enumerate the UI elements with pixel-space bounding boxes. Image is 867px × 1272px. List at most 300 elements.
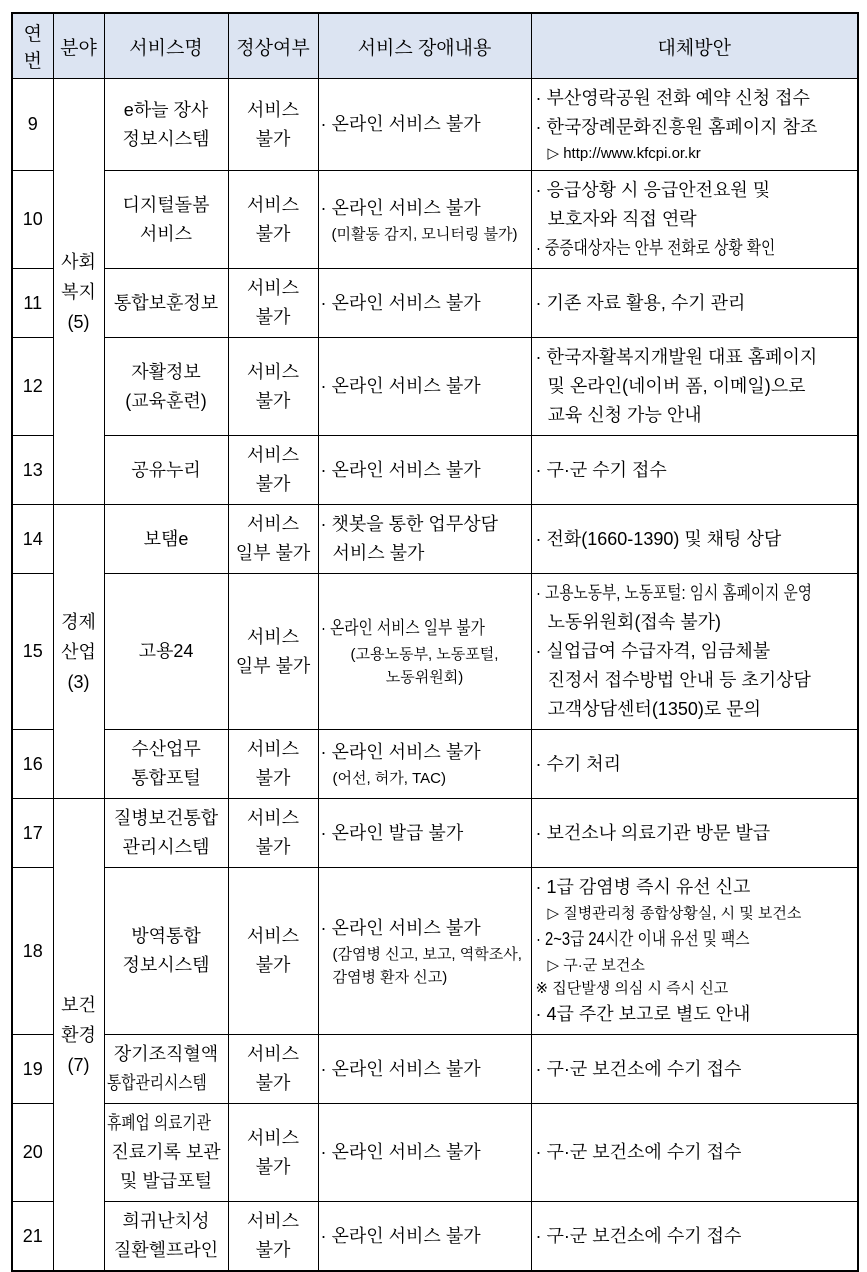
table-header-row [12,13,858,79]
text-line [321,1055,529,1084]
text-line [536,113,856,142]
alternative-cell [531,505,858,574]
text-line-content: 질병보건통합 [113,808,219,828]
text-line-content: 통합보훈정보 [113,292,219,313]
text-line [56,637,102,667]
text-line-content: 불가 [255,1240,291,1260]
header-field: 분야 [53,13,104,79]
issue-cell [318,436,531,505]
text-line-content: · 구·군 수기 접수 [535,459,667,480]
text-line-content: 수산업무 [131,739,201,759]
text-line [536,579,856,608]
header-no: 연번 [12,13,53,79]
header-issue: 서비스 장애내용 [318,13,531,79]
text-line [15,819,51,848]
text-line [56,607,102,637]
text-line [536,954,856,977]
text-line-content: 14 [22,528,43,549]
text-line [15,1055,51,1084]
table-row [12,171,858,269]
alternative-cell [531,1202,858,1272]
text-line [15,525,51,554]
text-line [536,1055,856,1084]
text-line-content: 서비스 [246,808,300,828]
alternative-cell [531,574,858,730]
text-line-content: 불가 [255,1156,291,1177]
text-line-content: · 구·군 보건소에 수기 접수 [535,1225,742,1246]
text-line-content: (고용노동부, 노동포털, [350,646,499,663]
text-line-content: · 중증대상자는 안부 전화로 상황 확인 [535,238,775,258]
text-line-content: · 2~3급 24시간 이내 유선 및 팩스 [535,929,750,949]
text-line [536,977,856,1000]
issue-cell [318,868,531,1035]
text-line [321,539,529,568]
text-line [321,1222,529,1251]
row-number-cell [12,338,53,436]
text-line-content: 휴폐업 의료기관 [106,1113,211,1133]
service-name-cell [104,868,228,1035]
text-line-content: · 4급 주간 보고로 별도 안내 [535,1004,751,1024]
text-line-content: (3) [67,671,90,692]
alternative-cell [531,436,858,505]
issue-cell [318,1202,531,1272]
text-line-content: ※ 집단발생 의심 시 즉시 신고 [535,980,729,997]
text-line-content: 서비스 불가 [332,543,425,563]
text-line [231,623,316,652]
text-line [107,387,226,416]
text-line [231,220,316,249]
text-line-content: 일부 불가 [235,543,311,563]
text-line-content: · 구·군 보건소에 수기 접수 [535,1058,742,1079]
text-line [536,456,856,485]
row-number-cell [12,436,53,505]
table-row [12,1202,858,1272]
row-number-cell [12,171,53,269]
text-line-content: 보탬e [143,528,189,549]
alternative-cell [531,1035,858,1104]
text-line [107,833,226,862]
text-line-content: 불가 [255,955,291,975]
row-number-cell [12,799,53,868]
text-line-content: 보건 [61,994,96,1015]
text-line [15,1138,51,1167]
text-line [321,738,529,767]
text-line [231,1207,316,1236]
text-line-content: 노동위원회(접속 불가) [547,612,721,632]
text-line-content: · 온라인 서비스 불가 [320,917,481,938]
row-number-cell [12,574,53,730]
text-line-content: 진료기록 보관 [111,1142,221,1162]
text-line-content: 환경 [61,1024,96,1045]
text-line [107,764,226,793]
text-line [231,387,316,416]
service-name-cell [104,338,228,436]
text-line [231,539,316,568]
text-line [231,191,316,220]
status-cell [228,730,318,799]
text-line [15,637,51,666]
text-line [107,96,226,125]
text-line [231,922,316,951]
service-name-cell [104,79,228,171]
status-cell [228,338,318,436]
text-line-content: 서비스 [139,223,193,244]
text-line-content: 사회 [61,251,96,272]
text-line-content: 불가 [255,474,291,494]
service-name-cell [104,171,228,269]
issue-cell [318,799,531,868]
alternative-cell [531,730,858,799]
text-line-content: 19 [22,1058,43,1079]
text-line [231,735,316,764]
service-name-cell [104,574,228,730]
text-line [321,1138,529,1167]
table-row [12,799,858,868]
service-outage-table [11,12,859,1272]
text-line [56,277,102,307]
status-cell [228,505,318,574]
text-line [321,643,529,666]
text-line-content: · 온라인 서비스 불가 [320,1225,481,1246]
row-number-cell [12,505,53,574]
text-line [321,510,529,539]
text-line-content: 고객상담센터(1350)로 문의 [547,699,762,719]
text-line-content: · 응급상황 시 응급안전요원 및 [535,180,771,200]
text-line-content: 불가 [255,768,291,788]
text-line [231,652,316,681]
field-group-cell [53,505,104,799]
table-row [12,269,858,338]
text-line-content: 13 [22,459,43,480]
text-line [536,525,856,554]
text-line [231,274,316,303]
text-line-content: 서비스 [246,926,300,946]
text-line-content: 일부 불가 [235,655,311,676]
text-line-content: 11 [23,292,43,313]
text-line [536,401,856,430]
table-body [12,79,858,1272]
text-line-content: 서비스 [246,99,300,120]
issue-cell [318,79,531,171]
text-line-content: 18 [22,940,43,961]
text-line [321,456,529,485]
text-line [107,951,226,980]
text-line [536,666,856,695]
text-line-content: 서비스 [246,194,300,215]
text-line-content: 불가 [255,390,291,411]
text-line-content: 서비스 [246,1211,300,1231]
text-line [56,1020,102,1050]
alternative-cell [531,1104,858,1202]
text-line-content: 공유누리 [131,459,201,480]
text-line [536,695,856,724]
text-line [536,343,856,372]
text-line [536,289,856,318]
text-line-content: 12 [22,376,43,396]
text-line [15,205,51,234]
text-line [107,1207,226,1236]
text-line [536,637,856,666]
text-line-content: · 온라인 서비스 불가 [320,1142,481,1162]
text-line-content: · 온라인 서비스 불가 [320,1058,481,1079]
issue-cell [318,1104,531,1202]
header-service-name: 서비스명 [104,13,228,79]
text-line-content: · 온라인 서비스 불가 [320,114,481,134]
text-line [107,1138,226,1167]
text-line-content: 희귀난치성 [122,1211,210,1231]
text-line-content: 노동위원회) [385,669,464,686]
text-line [231,125,316,154]
status-cell [228,1104,318,1202]
alternative-cell [531,799,858,868]
issue-cell [318,1035,531,1104]
text-line-content: 자활정보 [131,361,201,382]
table-row [12,1104,858,1202]
text-line [15,1222,51,1251]
text-line-content: 불가 [255,1073,291,1093]
status-cell [228,436,318,505]
text-line-content: · 보건소나 의료기관 방문 발급 [535,822,771,843]
status-cell [228,799,318,868]
alternative-cell [531,868,858,1035]
alternative-cell [531,79,858,171]
text-line [536,819,856,848]
text-line [536,234,856,263]
text-line-content: ▷ 구·군 보건소 [547,957,645,974]
text-line [536,873,856,902]
text-line-content: 방역통합 [131,926,201,946]
text-line [107,1069,226,1098]
text-line-content: 서비스 [246,361,300,382]
text-line-content: (교육훈련) [125,390,207,411]
status-cell [228,269,318,338]
status-cell [228,1202,318,1272]
text-line-content: 서비스 [246,739,300,759]
text-line-content: 10 [22,209,43,229]
text-line-content: · 온라인 서비스 불가 [320,197,481,218]
row-number-cell [12,1202,53,1272]
text-line [107,191,226,220]
text-line [321,666,529,689]
text-line [107,125,226,154]
field-group-cell [53,799,104,1272]
text-line-content: 교육 신청 가능 안내 [547,405,702,425]
text-line [231,1040,316,1069]
row-number-cell [12,868,53,1035]
text-line [107,922,226,951]
status-cell [228,868,318,1035]
text-line [15,289,51,318]
text-line [107,220,226,249]
table-row [12,79,858,171]
text-line [231,358,316,387]
row-number-cell [12,730,53,799]
text-line-content: 불가 [255,128,291,149]
text-line-content: 질환헬프라인 [113,1240,219,1260]
text-line-content: 경제 [61,611,96,632]
text-line-content: 감염병 환자 신고) [332,968,448,986]
text-line [231,441,316,470]
text-line-content: 20 [22,1142,43,1162]
service-name-cell [104,1035,228,1104]
text-line-content: ▷ http://www.kfcpi.or.kr [547,145,701,162]
text-line-content: (7) [67,1054,90,1075]
alternative-cell [531,171,858,269]
service-name-cell [104,730,228,799]
alternative-cell [531,269,858,338]
text-line [536,750,856,779]
text-line-content: · 온라인 서비스 일부 불가 [320,618,485,638]
text-line [15,372,51,401]
text-line-content: · 온라인 서비스 불가 [320,292,481,313]
text-line [321,372,529,401]
text-line [15,456,51,485]
header-alternative: 대체방안 [531,13,858,79]
text-line [15,937,51,966]
table-row [12,1035,858,1104]
service-name-cell [104,436,228,505]
text-line [536,142,856,165]
text-line-content: 복지 [61,281,96,302]
status-cell [228,171,318,269]
text-line-content: 및 온라인(네이버 폼, 이메일)으로 [547,376,806,396]
text-line-content: 통합관리시스템 [106,1073,207,1093]
service-name-cell [104,1202,228,1272]
text-line-content: · 온라인 서비스 불가 [320,742,481,762]
text-line-content: · 실업급여 수급자격, 임금체불 [535,641,771,661]
text-line [231,833,316,862]
text-line [231,470,316,499]
text-line-content: · 챗봇을 통한 업무상담 [320,514,498,534]
text-line [536,608,856,637]
text-line-content: 진정서 접수방법 안내 등 초기상담 [547,670,811,690]
text-line [536,84,856,113]
text-line-content: 관리시스템 [122,837,210,857]
text-line [536,1138,856,1167]
text-line-content: 보호자와 직접 연락 [547,209,697,229]
service-name-cell [104,799,228,868]
text-line-content: · 구·군 보건소에 수기 접수 [535,1142,742,1162]
issue-cell [318,171,531,269]
text-line [231,96,316,125]
text-line [536,176,856,205]
row-number-cell [12,1035,53,1104]
text-line [536,902,856,925]
row-number-cell [12,79,53,171]
text-line [107,804,226,833]
text-line-content: 정보시스템 [122,955,210,975]
text-line-content: · 고용노동부, 노동포털: 임시 홈페이지 운영 [535,583,812,603]
text-line-content: 서비스 [246,626,300,647]
text-line [321,110,529,139]
text-line-content: · 한국자활복지개발원 대표 홈페이지 [535,347,818,367]
status-cell [228,574,318,730]
text-line-content: 15 [22,641,43,661]
text-line-content: · 온라인 발급 불가 [320,822,464,843]
text-line-content: e하늘 장사 [123,99,209,120]
issue-cell [318,338,531,436]
text-line [321,194,529,223]
text-line [107,1040,226,1069]
service-name-cell [104,269,228,338]
text-line [107,1167,226,1196]
table-row [12,868,858,1035]
text-line [56,667,102,697]
text-line [536,1222,856,1251]
text-line-content: 서비스 [246,1044,300,1064]
text-line-content: 16 [22,753,43,774]
text-line [231,510,316,539]
text-line-content: 9 [27,114,38,134]
text-line [231,1236,316,1265]
text-line [107,1109,226,1138]
text-line-content: ▷ 질병관리청 종합상황실, 시 및 보건소 [547,905,802,922]
text-line [321,966,529,989]
row-number-cell [12,269,53,338]
text-line [107,735,226,764]
text-line-content: · 한국장례문화진흥원 홈페이지 참조 [535,117,818,137]
text-line-content: 및 발급포털 [120,1171,212,1191]
header-status: 정상여부 [228,13,318,79]
text-line [231,764,316,793]
text-line-content: 서비스 [246,1127,300,1148]
text-line [107,358,226,387]
service-name-cell [104,1104,228,1202]
text-line-content: 서비스 [246,278,300,298]
text-line [321,289,529,318]
text-line-content: 산업 [61,641,96,662]
service-name-cell [104,505,228,574]
text-line [231,1069,316,1098]
issue-cell [318,730,531,799]
text-line-content: 통합포털 [131,768,201,788]
text-line-content: (감염병 신고, 보고, 역학조사, [332,945,522,963]
alternative-cell [531,338,858,436]
text-line-content: 21 [22,1225,43,1246]
text-line [15,750,51,779]
status-cell [228,79,318,171]
table-row [12,436,858,505]
text-line [56,990,102,1020]
text-line-content: (5) [67,311,90,332]
text-line [231,804,316,833]
issue-cell [318,574,531,730]
text-line [536,925,856,954]
row-number-cell [12,1104,53,1202]
text-line [56,1050,102,1080]
text-line-content: 정보시스템 [122,128,210,149]
issue-cell [318,505,531,574]
text-line-content: (어선, 허가, TAC) [332,770,447,787]
text-line [107,456,226,485]
text-line [56,307,102,337]
text-line-content: 서비스 [246,514,300,534]
table-row [12,574,858,730]
text-line-content: 고용24 [138,641,194,661]
text-line [536,205,856,234]
status-cell [228,1035,318,1104]
text-line-content: · 전화(1660-1390) 및 채팅 상담 [535,528,782,549]
text-line [321,614,529,643]
text-line-content: · 기존 자료 활용, 수기 관리 [535,292,746,313]
text-line [321,819,529,848]
text-line-content: 불가 [255,223,291,244]
text-line [107,525,226,554]
text-line-content: · 온라인 서비스 불가 [320,376,481,396]
text-line [321,223,529,246]
text-line [536,1000,856,1029]
text-line [321,914,529,943]
